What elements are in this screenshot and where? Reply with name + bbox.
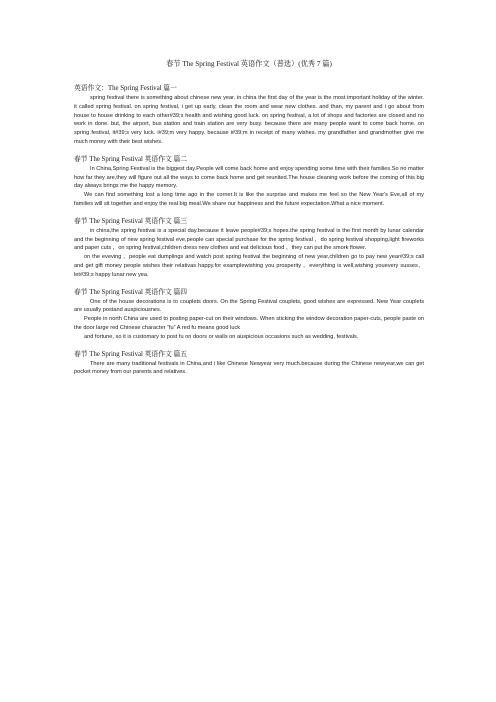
essay-section-1 <box>74 84 424 147</box>
paragraph: People in north China are used to posting paper-cut on their windows. When sticking the window decoration paper-cuts, people paste on the door large red Chinese character “fu” A red fu means good luck <box>74 316 424 331</box>
essay-section-3 <box>74 217 424 280</box>
paragraph: spring festival there is something about chinese new year. in china the first day of the year is the most important holiday of the winter. it called spring festival. on spring festival, i get up early, clean the room and wear new clothes. and than, my parent and i go about from house to house drinking to each other#39;s health and wishing good luck. on spring festival, a lot of shops and factories are closed and no work in done. but, the airport, bus station and train station are very busy. because there are many people want to come back home. on spring festival, it#39;s very luck. i#39;m very happy. because i#39;m in receipt of many wishes. my grandfather and grandmother give me much money with their best wishes. <box>74 95 424 145</box>
paragraph: In China,Spring Festival is the biggest day.People will come back home and enjoy spending some time with their families.So no matter how far they are,they will figure out all the ways to come back home and get reunited.The house cleaning work before the coming of this big day always brings me the happy memory. <box>74 165 424 190</box>
section-heading: 春节 The Spring Festival 英语作文 篇三 <box>74 217 188 225</box>
paragraph: We can find something lost a long time ago in the corner.It is like the surprise and makes me feel so the New Year's Eve,all of my families will sit together and enjoy the real big meal.We share our happiness and the future expectation.What a nice moment. <box>74 192 424 207</box>
section-heading: 春节 The Spring Festival 英语作文 篇五 <box>74 350 188 358</box>
section-heading: 英语作文：The Spring Festival 篇一 <box>74 85 177 92</box>
essay-section-2 <box>74 155 424 209</box>
essay-section-4 <box>74 288 424 342</box>
paragraph: on the eveving ，people eat dumplings and watch post spring festival the beginning of new year,children go to pay new year#39;s call and get gift money people wishes their relativas happy.for examplewishing you prosperity ，everything is well,wishing youevery susses，let#39;s happy lunar new yea. <box>74 254 424 278</box>
paragraph: and fortune, so it is customary to post fu on doors or walls on auspicious occasions such as wedding, festivals. <box>84 333 359 340</box>
section-heading: 春节 The Spring Festival 英语作文 篇二 <box>74 155 188 163</box>
paragraph: One of the house decorations is to couplets doors. On the Spring Festival couplets, good wishes are expressed. New Year couplets are usually postand auspiciousnes. <box>74 298 424 314</box>
document-title: 春节 The Spring Festival 英语作文（普选）(优秀 7 篇) <box>166 60 332 68</box>
essay-section-5 <box>74 350 424 378</box>
section-heading: 春节 The Spring Festival 英语作文 篇四 <box>74 288 188 296</box>
paragraph: in china,the spring festivai is a special day.because it leave people#39;s hopes.the spring festival is the first month by lunar calendar and the beginning of new spring festival eve,people can special purchase for the spring festival ，do spring festival shopping,light fireworks and paper cuts ，on spring festival,children dress new clothes and eat delicious food ，they can put the smork flower. <box>74 227 424 252</box>
paragraph: There are many traditional festivals in China,and i like Chinese Newyear very much.because during the Chinese newyear,we can get pocket money from our parents and relatives. <box>74 360 424 376</box>
